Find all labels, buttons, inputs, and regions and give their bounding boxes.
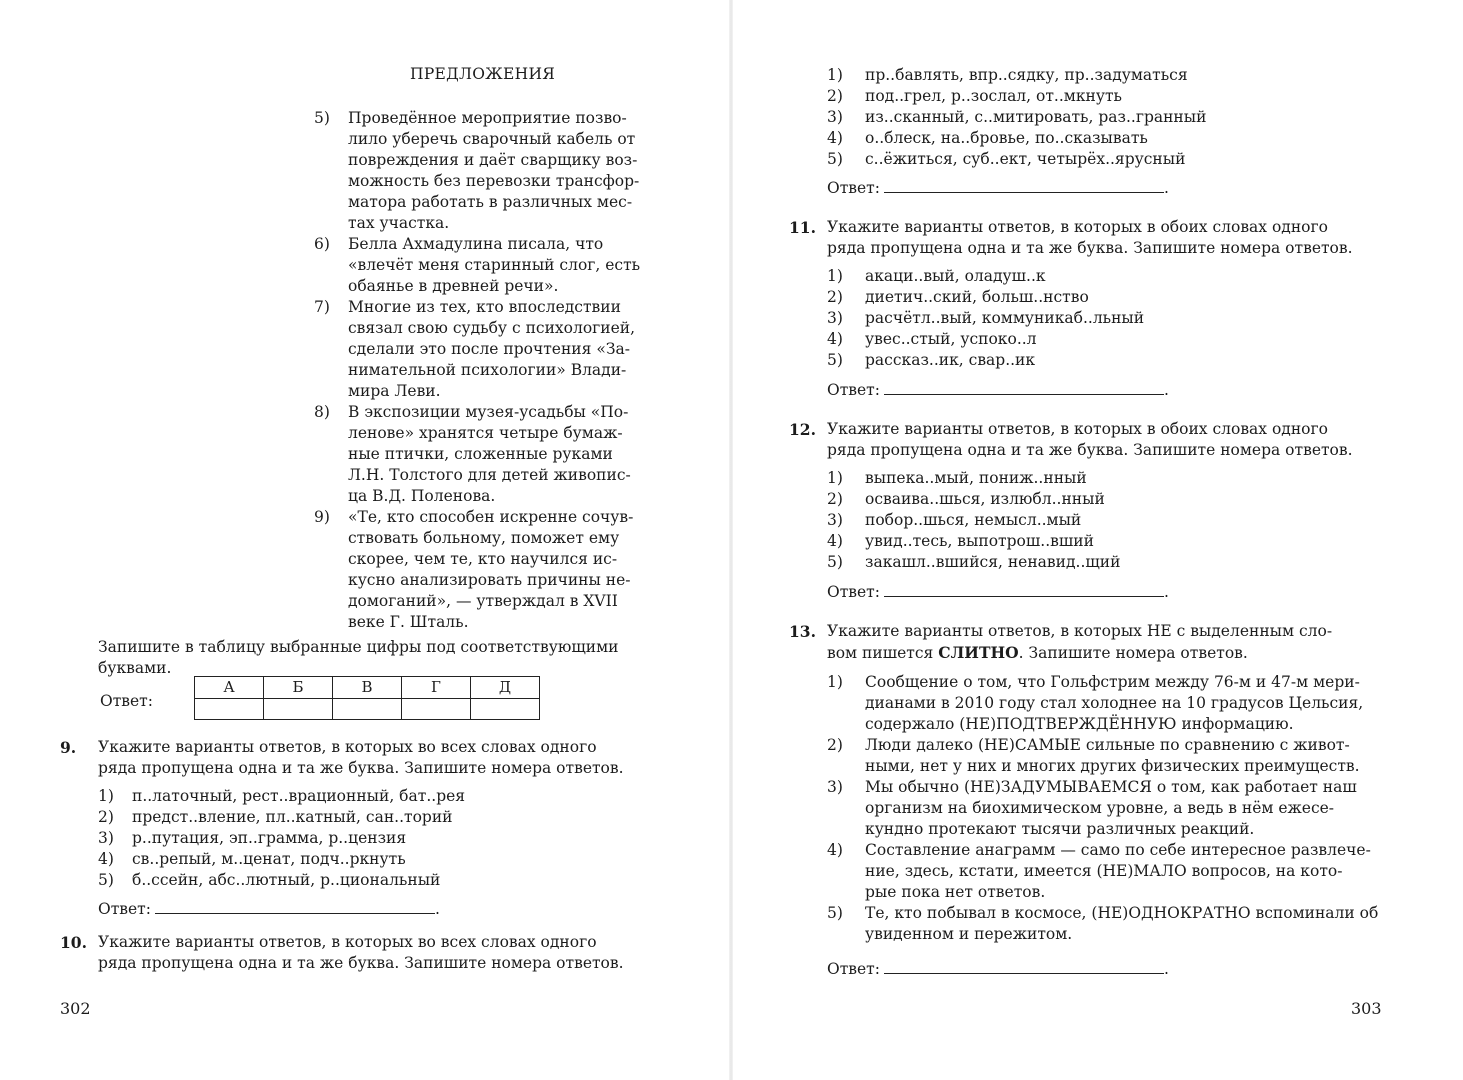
answer-cell-c[interactable]	[333, 699, 402, 720]
item-text-line: Сообщение о том, что Гольфстрим между 76-м и 47-м мери-	[865, 673, 1360, 691]
item-text-line: повреждения и даёт сварщику воз-	[348, 151, 638, 169]
item-number: 3)	[827, 108, 843, 126]
item-text-line: Те, кто побывал в космосе, (НЕ)ОДНОКРАТНО вспоминали об	[865, 904, 1379, 922]
question-line	[827, 642, 1405, 664]
item-text-line: Мы обычно (НЕ)ЗАДУМЫВАЕМСЯ о том, как работает наш	[865, 778, 1357, 796]
item-text-line: можность без перевозки трансфор-	[348, 172, 640, 190]
list-item	[827, 510, 1387, 531]
item-number: 1)	[827, 469, 843, 487]
item-text-line: ленове» хранятся четыре бумаж-	[348, 424, 623, 442]
item-number: 6)	[314, 235, 330, 253]
question-10-options	[827, 65, 1387, 170]
item-number: 2)	[827, 288, 843, 306]
item-text-line: Составление анаграмм — само по себе интересное развлече-	[865, 841, 1371, 859]
answer-table-header-row	[195, 677, 540, 699]
answer-period: .	[1163, 179, 1169, 197]
list-item	[314, 234, 662, 297]
answer-blank[interactable]	[884, 178, 1164, 193]
item-text-line: мира Леви.	[348, 382, 441, 400]
item-number: 4)	[827, 532, 843, 550]
question-9-options	[98, 786, 618, 891]
list-item	[827, 308, 1387, 329]
item-text: с..ёжиться, суб..ект, четырёх..ярусный	[865, 150, 1186, 168]
item-number: 5)	[98, 871, 114, 889]
question-line: Укажите варианты ответов, в которых НЕ с выделенным сло-	[827, 622, 1333, 640]
question-line: Укажите варианты ответов, в которых в обоих словах одного	[827, 218, 1328, 236]
answer-blank[interactable]	[155, 899, 435, 914]
question-line: ряда пропущена одна и та же буква. Запишите номера ответов.	[827, 239, 1353, 257]
item-text-line: лило уберечь сварочный кабель от	[348, 130, 636, 148]
item-number: 7)	[314, 298, 330, 316]
item-number: 2)	[98, 808, 114, 826]
page-right	[731, 0, 1463, 1080]
item-number: 4)	[827, 330, 843, 348]
item-text: акаци..вый, оладуш..к	[865, 267, 1046, 285]
answer-cell-b[interactable]	[264, 699, 333, 720]
table-instruction-line: Запишите в таблицу выбранные цифры под соответствующими	[98, 638, 619, 656]
list-item	[827, 86, 1387, 107]
item-text: рассказ..ик, свар..ик	[865, 351, 1036, 369]
list-item	[314, 507, 662, 633]
list-item	[827, 468, 1387, 489]
item-text-line: тах участка.	[348, 214, 450, 232]
item-text-line: Проведённое мероприятие позво-	[348, 109, 627, 127]
list-item	[827, 149, 1387, 170]
item-text-line: ные птички, сложенные руками	[348, 445, 613, 463]
item-number: 8)	[314, 403, 330, 421]
item-number: 1)	[827, 66, 843, 84]
answer-period: .	[1163, 960, 1169, 978]
item-text-line: матора работать в различных мес-	[348, 193, 633, 211]
list-item	[98, 807, 618, 828]
item-number: 5)	[827, 351, 843, 369]
answer-period: .	[1163, 583, 1169, 601]
item-text: о..блеск, на..бровье, по..сказывать	[865, 129, 1148, 147]
item-text: закашл..вшийся, ненавид..щий	[865, 553, 1121, 571]
list-item	[98, 786, 618, 807]
list-item	[827, 777, 1407, 840]
item-number: 4)	[827, 129, 843, 147]
item-text-line: кусно анализировать причины не-	[348, 571, 631, 589]
item-text-line: Многие из тех, кто впоследствии	[348, 298, 621, 316]
list-item	[827, 735, 1407, 777]
item-text-line: домоганий», — утверждал в XVII	[348, 592, 618, 610]
item-number: 1)	[98, 787, 114, 805]
answer-table-header: А	[195, 677, 264, 699]
emphasis-word: СЛИТНО	[938, 643, 1019, 662]
answer-period: .	[1163, 381, 1169, 399]
item-text-line: ца В.Д. Поленова.	[348, 487, 496, 505]
sentences-list	[314, 108, 662, 633]
question-line: ряда пропущена одна и та же буква. Запишите номера ответов.	[98, 759, 624, 777]
item-text-line: содержало (НЕ)ПОДТВЕРЖДЁННУЮ информацию.	[865, 715, 1294, 733]
answer-table[interactable]	[194, 676, 540, 720]
answer-cell-e[interactable]	[471, 699, 540, 720]
list-item	[98, 828, 618, 849]
question-12-text	[827, 419, 1405, 461]
list-item	[827, 350, 1387, 371]
item-text: под..грел, р..зослал, от..мкнуть	[865, 87, 1122, 105]
question-11-text	[827, 217, 1405, 259]
list-item	[98, 870, 618, 891]
item-text-line: организм на биохимическом уровне, а ведь в нём ежесе-	[865, 799, 1335, 817]
question-number: 9.	[60, 738, 77, 757]
answer-table-header: В	[333, 677, 402, 699]
list-item	[314, 402, 662, 507]
question-12-options	[827, 468, 1387, 573]
item-number: 1)	[827, 267, 843, 285]
item-text: предст..вление, пл..катный, сан..торий	[132, 808, 453, 826]
list-item	[827, 489, 1387, 510]
question-9-answer[interactable]	[98, 899, 440, 920]
list-item	[827, 65, 1387, 86]
question-10-answer[interactable]	[827, 178, 1169, 199]
question-9-text	[98, 737, 660, 779]
item-text: р..путация, эп..грамма, р..цензия	[132, 829, 407, 847]
item-text-line: сделали это после прочтения «За-	[348, 340, 630, 358]
answer-label: Ответ:	[827, 179, 880, 197]
list-item	[98, 849, 618, 870]
item-text-line: рые пока нет ответов.	[865, 883, 1046, 901]
page-left	[0, 0, 731, 1080]
item-text: расчётл..вый, коммуникаб..льный	[865, 309, 1145, 327]
item-text: осваива..шься, излюбл..нный	[865, 490, 1105, 508]
answer-blank[interactable]	[884, 380, 1164, 395]
item-text-line: В экспозиции музея-усадьбы «По-	[348, 403, 629, 421]
item-text: б..ссейн, абс..лютный, р..циональный	[132, 871, 441, 889]
list-item	[827, 672, 1407, 735]
item-text-line: Л.Н. Толстого для детей живопис-	[348, 466, 631, 484]
item-text: св..репый, м..ценат, подч..ркнуть	[132, 850, 406, 868]
list-item	[827, 266, 1387, 287]
answer-blank[interactable]	[884, 582, 1164, 597]
item-text: диетич..ский, больш..нство	[865, 288, 1089, 306]
question-line: Укажите варианты ответов, в которых во всех словах одного	[98, 933, 597, 951]
item-text-line: ными, нет у них и многих других физических преимуществ.	[865, 757, 1360, 775]
answer-period: .	[434, 900, 440, 918]
item-number: 4)	[827, 841, 843, 859]
item-text-line: Белла Ахмадулина писала, что	[348, 235, 604, 253]
list-item	[827, 128, 1387, 149]
question-line: Укажите варианты ответов, в которых во всех словах одного	[98, 738, 597, 756]
question-line-part: вом пишется	[827, 644, 939, 662]
list-item	[827, 840, 1407, 903]
table-instruction-line: буквами.	[98, 659, 172, 677]
item-text-line: дианами в 2010 году стал холоднее на 10 градусов Цельсия,	[865, 694, 1364, 712]
item-text-line: обаянье в древней речи».	[348, 277, 559, 295]
answer-cell-d[interactable]	[402, 699, 471, 720]
list-item	[314, 297, 662, 402]
answer-label: Ответ:	[827, 381, 880, 399]
item-text-line: Люди далеко (НЕ)САМЫЕ сильные по сравнению с живот-	[865, 736, 1350, 754]
list-item	[827, 552, 1387, 573]
question-13-answer[interactable]	[827, 959, 1169, 980]
item-text: пр..бавлять, впр..сядку, пр..задуматься	[865, 66, 1188, 84]
question-line-part: . Запишите номера ответов.	[1018, 644, 1248, 662]
section-heading: ПРЕДЛОЖЕНИЯ	[410, 65, 556, 83]
item-number: 5)	[827, 150, 843, 168]
item-text: из..сканный, с..митировать, раз..гранный	[865, 108, 1207, 126]
table-answer-label: Ответ:	[100, 692, 153, 710]
list-item	[827, 287, 1387, 308]
item-text-line: связал свою судьбу с психологией,	[348, 319, 636, 337]
item-text-line: ствовать больному, поможет ему	[348, 529, 620, 547]
answer-blank[interactable]	[884, 959, 1164, 974]
item-text-line: увиденном и пережитом.	[865, 925, 1073, 943]
page-number: 303	[1351, 999, 1382, 1018]
item-number: 2)	[827, 490, 843, 508]
list-item	[827, 903, 1407, 945]
question-13-text	[827, 621, 1405, 664]
item-number: 3)	[827, 778, 843, 796]
item-number: 2)	[827, 87, 843, 105]
item-number: 9)	[314, 508, 330, 526]
item-text-line: «влечёт меня старинный слог, есть	[348, 256, 641, 274]
item-text: выпека..мый, пониж..нный	[865, 469, 1087, 487]
answer-table-input-row[interactable]	[195, 699, 540, 720]
item-text: побор..шься, немысл..мый	[865, 511, 1082, 529]
item-text-line: веке Г. Шталь.	[348, 613, 469, 631]
question-12-answer[interactable]	[827, 582, 1169, 603]
item-number: 5)	[827, 904, 843, 922]
question-line: Укажите варианты ответов, в которых в обоих словах одного	[827, 420, 1328, 438]
question-number: 10.	[60, 933, 87, 952]
item-number: 4)	[98, 850, 114, 868]
table-instruction	[98, 637, 660, 679]
answer-table-header: Д	[471, 677, 540, 699]
item-text-line: кундно протекают тысячи различных реакций.	[865, 820, 1255, 838]
item-text-line: «Те, кто способен искренне сочув-	[348, 508, 634, 526]
question-13-options	[827, 672, 1407, 945]
item-text: увес..стый, успоко..л	[865, 330, 1037, 348]
question-number: 11.	[789, 218, 816, 237]
item-number: 5)	[314, 109, 330, 127]
item-number: 5)	[827, 553, 843, 571]
answer-cell-a[interactable]	[195, 699, 264, 720]
item-text: п..латочный, рест..врационный, бат..рея	[132, 787, 466, 805]
question-10-text	[98, 932, 660, 974]
item-text-line: ние, здесь, кстати, имеется (НЕ)МАЛО вопросов, на кото-	[865, 862, 1343, 880]
page-number: 302	[60, 999, 91, 1018]
list-item	[827, 531, 1387, 552]
item-text-line: скорее, чем те, кто научился ис-	[348, 550, 618, 568]
answer-label: Ответ:	[98, 900, 151, 918]
item-number: 3)	[827, 309, 843, 327]
question-11-options	[827, 266, 1387, 371]
list-item	[314, 108, 662, 234]
item-number: 2)	[827, 736, 843, 754]
item-number: 3)	[98, 829, 114, 847]
question-number: 13.	[789, 622, 816, 641]
item-text-line: нимательной психологии» Влади-	[348, 361, 627, 379]
question-line: ряда пропущена одна и та же буква. Запишите номера ответов.	[827, 441, 1353, 459]
item-number: 3)	[827, 511, 843, 529]
answer-label: Ответ:	[827, 583, 880, 601]
question-number: 12.	[789, 420, 816, 439]
answer-table-header: Г	[402, 677, 471, 699]
item-number: 1)	[827, 673, 843, 691]
answer-label: Ответ:	[827, 960, 880, 978]
item-text: увид..тесь, выпотрош..вший	[865, 532, 1094, 550]
list-item	[827, 329, 1387, 350]
answer-table-header: Б	[264, 677, 333, 699]
question-line: ряда пропущена одна и та же буква. Запишите номера ответов.	[98, 954, 624, 972]
question-11-answer[interactable]	[827, 380, 1169, 401]
list-item	[827, 107, 1387, 128]
